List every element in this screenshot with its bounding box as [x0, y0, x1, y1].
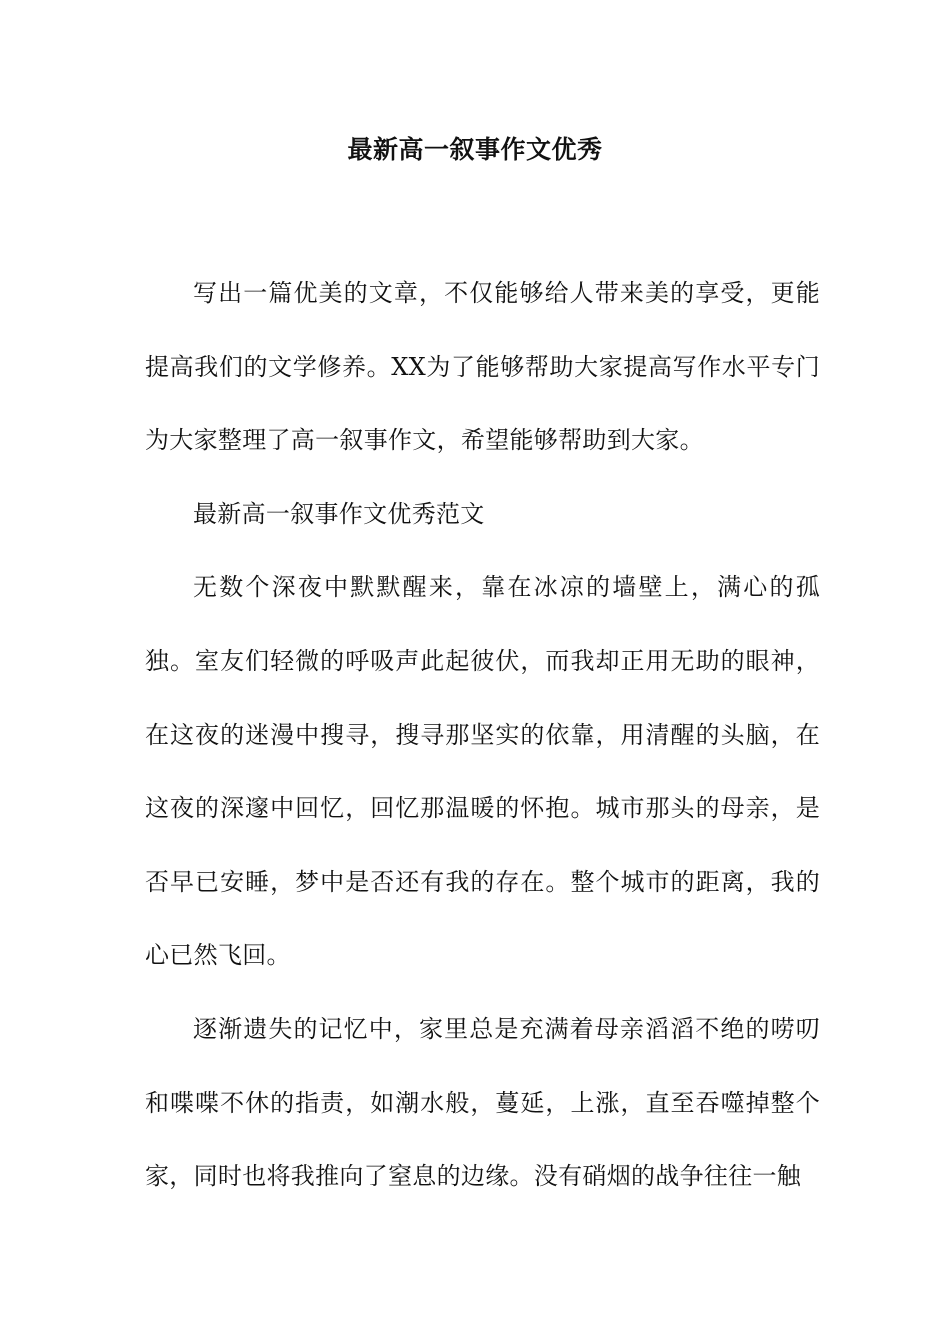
document-body: [145, 257, 820, 1214]
paragraph-memory: 逐渐遗失的记忆中，家里总是充满着母亲滔滔不绝的唠叨和喋喋不休的指责，如潮水般，蔓延，上涨，直至吞噬掉整个家，同时也将我推向了窒息的边缘。没有硝烟的战争往往一触: [145, 1014, 820, 1191]
paragraph-intro: 写出一篇优美的文章，不仅能够给人带来美的享受，更能提高我们的文学修养。XX为了能够帮助大家提高写作水平专门为大家整理了高一叙事作文，希望能够帮助到大家。: [145, 279, 820, 455]
paragraph-subtitle: 最新高一叙事作文优秀范文: [193, 499, 485, 528]
document-title: 最新高一叙事作文优秀: [347, 135, 603, 164]
paragraph-night: 无数个深夜中默默醒来，靠在冰凉的墙壁上，满心的孤独。室友们轻微的呼吸声此起彼伏，而我却正用无助的眼神，在这夜的迷漫中搜寻，搜寻那坚实的依靠，用清醒的头脑，在这夜的深邃中回忆，回忆那温暖的怀抱。城市那头的母亲，是否早已安睡，梦中是否还有我的存在。整个城市的距离，我的心已然飞回。: [145, 573, 820, 970]
